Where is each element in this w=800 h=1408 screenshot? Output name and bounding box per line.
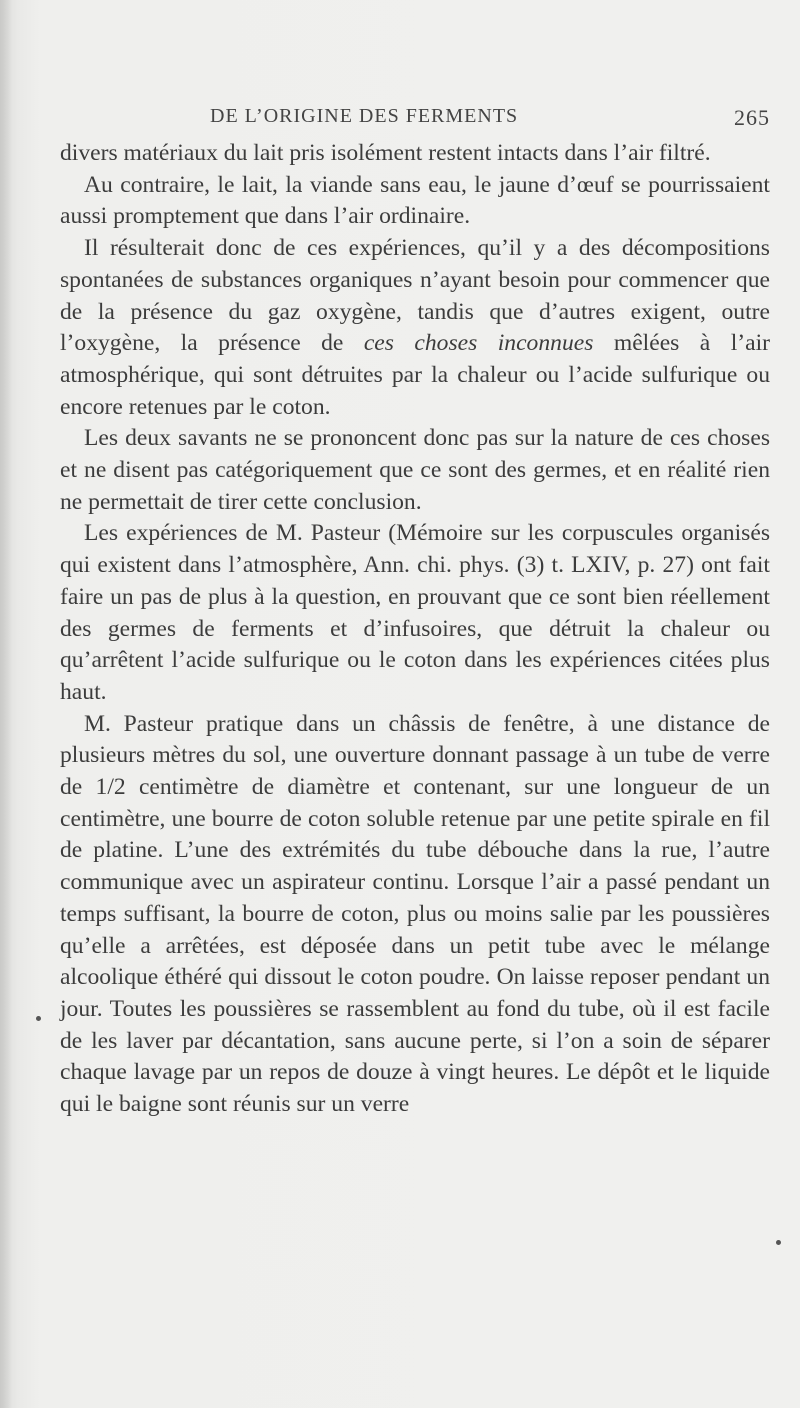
paragraph-1-text: divers matériaux du lait pris isolément restent intacts dans l’air filtré.	[60, 140, 711, 166]
running-header	[210, 105, 770, 135]
margin-speck	[36, 1016, 41, 1021]
paragraph-3	[60, 233, 770, 423]
paragraph-2	[60, 170, 770, 233]
paragraph-2-text: Au contraire, le lait, la viande sans eau, le jaune d’œuf se pourrissaient aussi promptement que dans l’air ordinaire.	[60, 171, 770, 230]
running-title: DE L’ORIGINE DES FERMENTS	[210, 105, 519, 127]
paragraph-3-italic: ces choses inconnues	[363, 330, 594, 357]
paragraph-3-text-b: mêlées à l’air atmosphérique, qui sont détruites par la chaleur ou l’acide sulfurique ou encore retenues par le coton.	[60, 330, 770, 420]
margin-speck	[776, 1240, 781, 1245]
paragraph-5-text: Les expériences de M. Pasteur (Mémoire sur les corpuscules organisés qui existent dans l’atmosphère, Ann. chi. phys. (3) t. LXIV, p. 27) ont fait faire un pas de plus à la question, en prouvant que ce sont bien réellement des germes de ferments et d’infusoires, que détruit la chaleur ou qu’arrêtent l’acide sulfurique ou le coton dans les expériences citées plus haut.	[60, 520, 770, 705]
paragraph-6-text: M. Pasteur pratique dans un châssis de fenêtre, à une distance de plusieurs mètres du sol, une ouverture donnant passage à un tube de verre de 1/2 centimètre de diamètre et contenant, sur une longueur de un centimètre, une bourre de coton soluble retenue par une petite spirale en fil de platine. L’une des extrémités du tube débouche dans la rue, l’autre communique avec un aspirateur continu. Lorsque l’air a passé pendant un temps suffisant, la bourre de coton, plus ou moins salie par les poussières qu’elle a arrêtées, est déposée dans un petit tube avec le mélange alcoolique éthéré qui dissout le coton poudre. On laisse reposer pendant un jour. Toutes les poussières se rassemblent au fond du tube, où il est facile de les laver par décantation, sans aucune perte, si l’on a soin de séparer chaque lavage par un repos de douze à vingt heures. Le dépôt et le liquide qui le baigne sont réunis sur un verre	[60, 710, 770, 1118]
paragraph-1	[60, 138, 770, 170]
paragraph-6	[60, 709, 770, 1121]
page-gutter-shadow	[0, 0, 12, 1408]
paragraph-4-text: Les deux savants ne se prononcent donc pas sur la nature de ces choses et ne disent pas catégoriquement que ce sont des germes, et en réalité rien ne permettait de tirer cette conclusion.	[60, 425, 770, 515]
paragraph-4	[60, 423, 770, 518]
page-number: 265	[734, 105, 770, 130]
body-text	[60, 138, 770, 1121]
paragraph-3-text-a: Il résulterait donc de ces expériences, qu’il y a des décompositions spontanées de substances organiques n’ayant besoin pour commencer que de la présence du gaz oxygène, tandis que d’autres exigent, outre l’oxygène, la présence de	[60, 235, 770, 357]
paragraph-5	[60, 518, 770, 708]
